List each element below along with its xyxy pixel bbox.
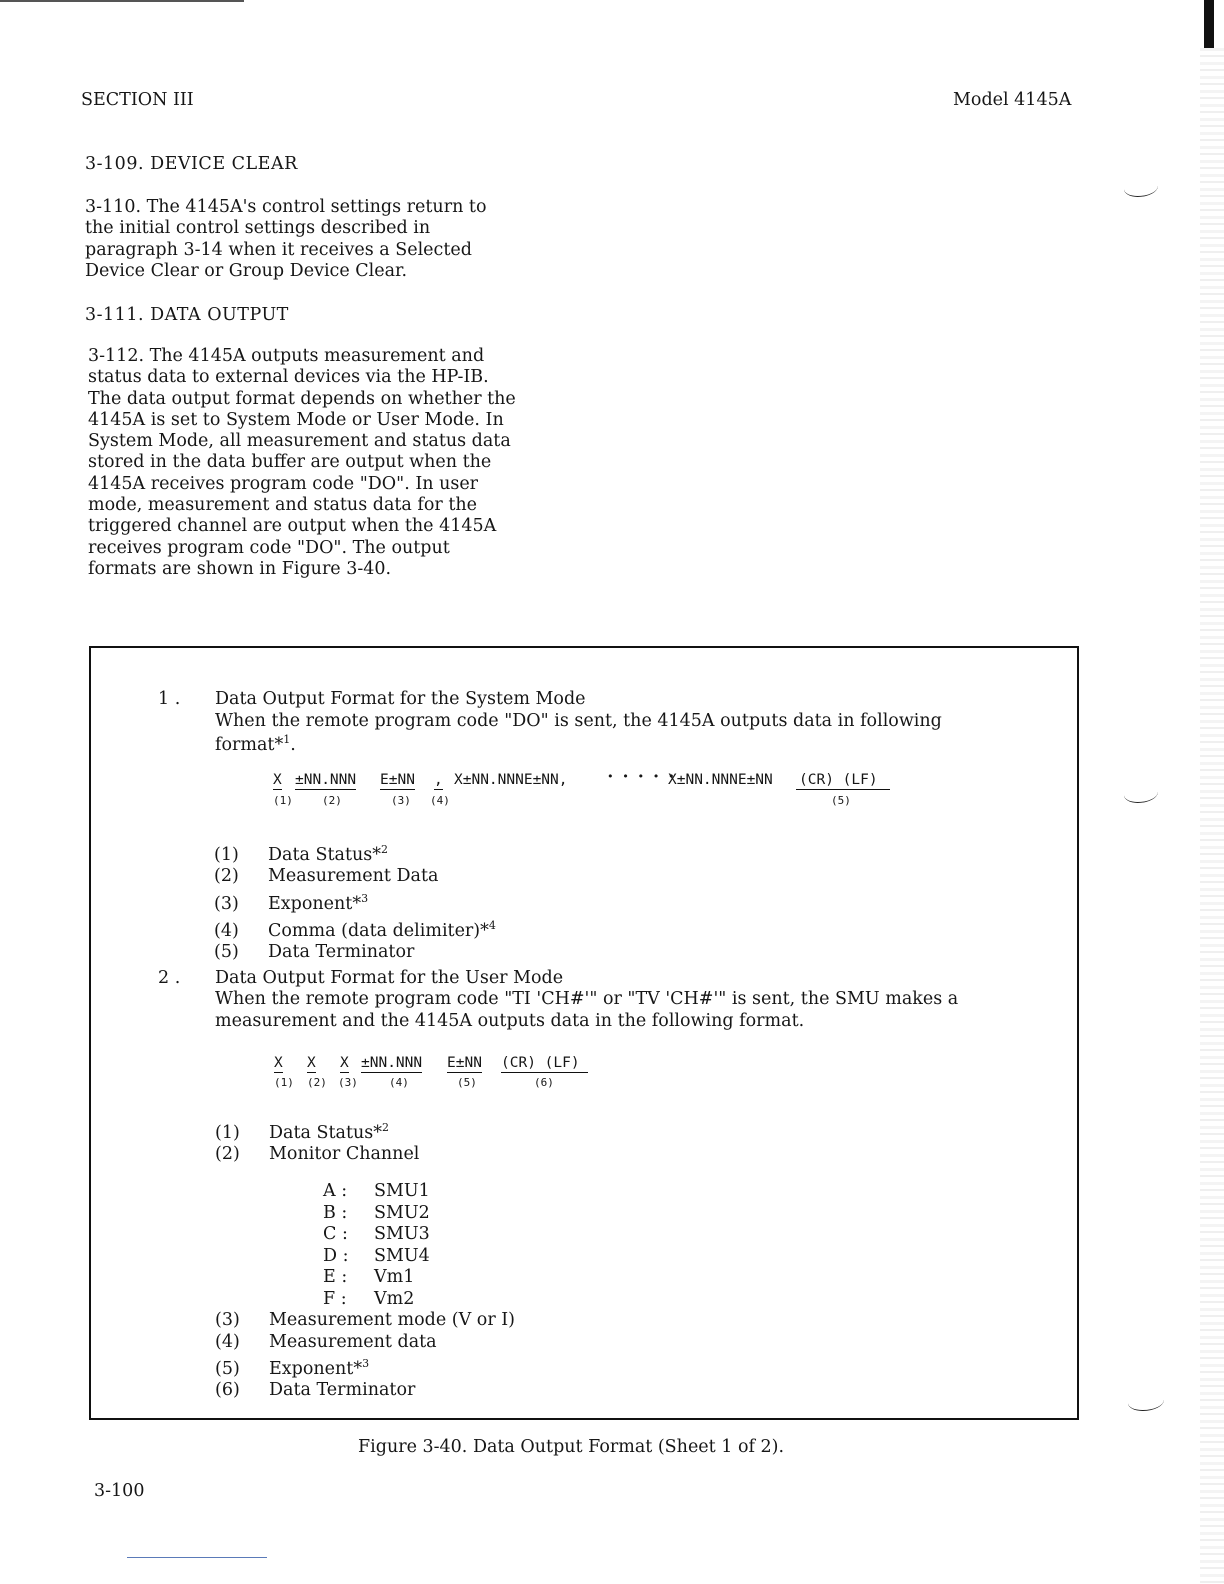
text-line: System Mode, all measurement and status data [88, 431, 511, 452]
legend-user-b [215, 1310, 515, 1402]
fmt-index: (3) [338, 1076, 358, 1089]
figure-caption: Figure 3-40. Data Output Format (Sheet 1 of 2). [358, 1437, 785, 1457]
fmt-terminator: (CR) (LF) [501, 1055, 588, 1073]
channel-row: A : SMU1 [323, 1181, 430, 1201]
fmt-mode: X [340, 1055, 349, 1071]
legend-item: (2) Monitor Channel [215, 1144, 420, 1165]
legend-system [214, 839, 496, 964]
legend-item: (5) Data Terminator [214, 942, 415, 963]
channel-row: E : Vm1 [323, 1267, 415, 1287]
fmt-data: ±NN.NNN [295, 772, 357, 788]
text-line: receives program code "DO". The output [88, 537, 450, 558]
part2-number: 2 . [158, 968, 181, 988]
binding-hole-mark [1128, 1392, 1164, 1411]
heading-device-clear: 3-109. DEVICE CLEAR [85, 154, 298, 174]
fmt-ellipsis: • • • • • [607, 770, 676, 783]
fmt-index: (1) [274, 1076, 294, 1089]
part1-number: 1 . [158, 689, 181, 709]
fmt-next-value: X±NN.NNNE±NN, [454, 772, 568, 788]
fmt-index: (3) [391, 794, 411, 807]
fmt-exponent: E±NN [380, 772, 415, 788]
fmt-index: (4) [389, 1076, 409, 1089]
channel-row: B : SMU2 [323, 1202, 430, 1223]
part1-title: Data Output Format for the System Mode [215, 689, 586, 709]
fmt-terminator: (CR) (LF) [796, 772, 890, 790]
page-number: 3-100 [94, 1481, 145, 1501]
text-line: 4145A is set to System Mode or User Mode. In [88, 409, 504, 430]
fmt-index: (4) [430, 794, 450, 807]
text-line: paragraph 3-14 when it receives a Selected [85, 239, 472, 260]
channel-row: D : SMU4 [323, 1245, 430, 1266]
legend-item: (5) Exponent*$^3$ [215, 1357, 370, 1379]
binding-hole-mark [1124, 784, 1158, 803]
text-line: stored in the data buffer are output when the [88, 452, 492, 473]
text-line: The data output format depends on whether the [88, 388, 516, 409]
legend-user-a [215, 1117, 419, 1166]
fmt-channel: X [307, 1055, 316, 1071]
figure-box [89, 646, 1079, 1420]
scan-bottom-rule [127, 1557, 267, 1558]
scan-edge-noise [1200, 48, 1224, 1584]
heading-data-output: 3-111. DATA OUTPUT [85, 305, 289, 325]
fmt-status: X [273, 772, 282, 788]
fmt-index: (6) [534, 1076, 554, 1089]
fmt-exponent: E±NN [447, 1055, 482, 1071]
fmt-index: (5) [831, 794, 851, 807]
fmt-index: (1) [273, 794, 293, 807]
text-line: 3-112. The 4145A outputs measurement and [88, 346, 485, 366]
text-line: mode, measurement and status data for the [88, 495, 478, 516]
paragraph-3-110 [85, 197, 547, 282]
fmt-data: ±NN.NNN [361, 1055, 423, 1071]
legend-item: (4) Comma (data delimiter)*$^4$ [214, 919, 496, 941]
text-line: the initial control settings described in [85, 218, 431, 239]
text-line: 3-110. The 4145A's control settings return to [85, 197, 487, 217]
legend-item: (1) Data Status*$^2$ [214, 843, 388, 865]
part2-desc-line2: measurement and the 4145A outputs data in the following format. [215, 1011, 805, 1031]
fmt-status: X [274, 1055, 283, 1071]
text-line: triggered channel are output when the 4145A [88, 516, 497, 537]
legend-item: (3) Measurement mode (V or I) [215, 1310, 515, 1330]
fmt-comma: , [434, 772, 443, 788]
fmt-index: (5) [457, 1076, 477, 1089]
legend-item: (3) Exponent*$^3$ [214, 891, 369, 914]
fmt-index: (2) [322, 794, 342, 807]
binding-hole-mark [1124, 178, 1158, 197]
model-label: Model 4145A [953, 90, 1072, 110]
scan-top-rule [0, 0, 244, 2]
legend-item: (1) Data Status*$^2$ [215, 1121, 389, 1143]
part1-desc-line1: When the remote program code "DO" is sent, the 4145A outputs data in following [215, 711, 942, 731]
paragraph-3-112 [88, 346, 550, 580]
legend-item: (2) Measurement Data [214, 866, 439, 887]
legend-item: (6) Data Terminator [215, 1380, 416, 1401]
scan-edge-bar [1204, 0, 1214, 48]
text-line: status data to external devices via the HP-IB. [88, 367, 489, 388]
text-line: Device Clear or Group Device Clear. [85, 260, 408, 281]
channel-list [323, 1181, 430, 1310]
fmt-index: (2) [307, 1076, 327, 1089]
part2-desc-line1: When the remote program code "TI 'CH#'" or "TV 'CH#'" is sent, the SMU makes a [215, 989, 959, 1009]
fmt-last-value: X±NN.NNNE±NN [668, 772, 773, 788]
text-line: formats are shown in Figure 3-40. [88, 558, 392, 579]
part1-desc-line2: format*$^1$. [215, 733, 296, 755]
text-line: 4145A receives program code "DO". In user [88, 473, 479, 494]
part2-title: Data Output Format for the User Mode [215, 968, 564, 988]
channel-row: C : SMU3 [323, 1224, 430, 1244]
channel-row: F : Vm2 [323, 1288, 415, 1309]
legend-item: (4) Measurement data [215, 1331, 437, 1352]
section-label: SECTION III [81, 90, 194, 110]
